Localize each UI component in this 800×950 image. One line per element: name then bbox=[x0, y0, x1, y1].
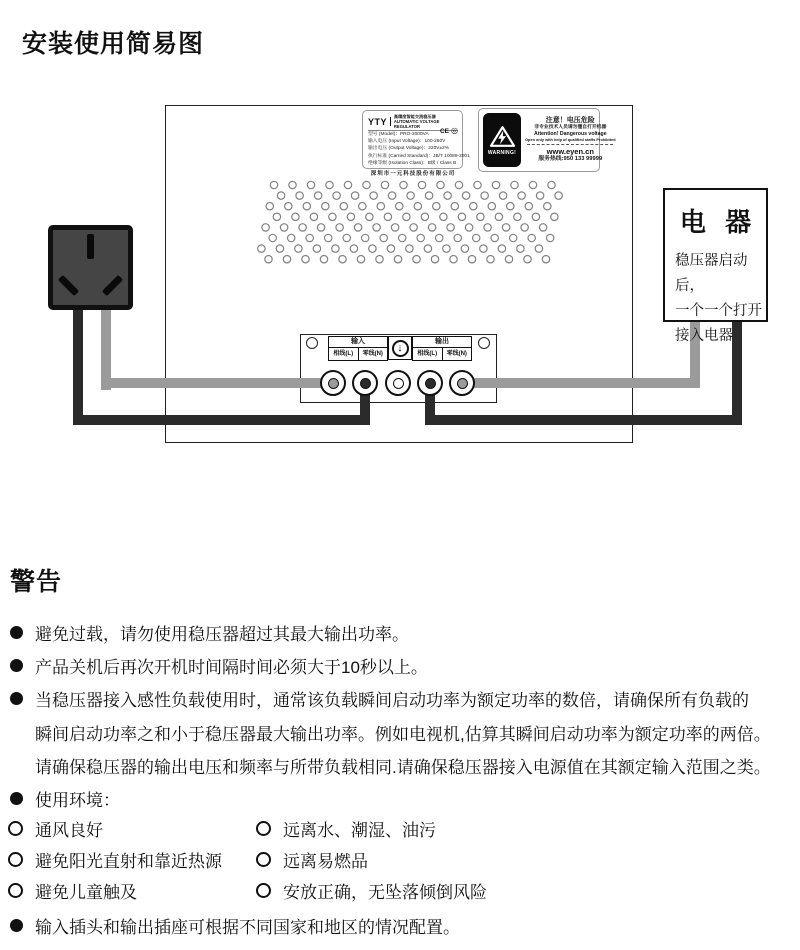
input-terminal-table bbox=[328, 336, 388, 361]
page-title: 安装使用简易图 bbox=[22, 30, 205, 58]
circle-bullet-icon bbox=[8, 821, 23, 836]
circle-bullet-icon bbox=[256, 883, 271, 898]
vent-holes-pattern bbox=[250, 176, 570, 268]
warning-word: WARNING! bbox=[487, 149, 517, 156]
ce-mark: CE bbox=[439, 127, 450, 135]
appliance-note-line1: 稳压器启动后， bbox=[675, 253, 748, 294]
warning-bullet-4: 使用环境： bbox=[10, 786, 120, 811]
service-hotline: 服务热线:950 133 99999 bbox=[538, 156, 603, 163]
spec-row-input-voltage: 输入电压 (Input Voltage)：100-250V bbox=[368, 139, 446, 145]
spec-label bbox=[362, 110, 470, 178]
product-name-cn: 高精度智能交流稳压器 bbox=[393, 114, 436, 119]
product-name-en: AUTOMATIC VOLTAGE REGULATOR bbox=[393, 119, 440, 129]
appliance-title: 电 器 bbox=[679, 207, 758, 237]
warning-bullet-3: 当稳压器接入感性负载使用时，通常该负载瞬间启动功率为额定功率的数倍，请确保所有负载的 bbox=[10, 686, 749, 711]
socket-live-slot bbox=[58, 275, 79, 296]
input-neutral-wire-horizontal bbox=[101, 378, 338, 388]
terminal-output-live[interactable] bbox=[417, 370, 443, 396]
warning-bullet-1: 避免过载，请勿使用稳压器超过其最大输出功率。 bbox=[10, 620, 409, 645]
warn-line-cn-1: 注意！电压危险 bbox=[545, 116, 595, 124]
spec-row-output-voltage: 输出电压 (Output Voltage)：220V±2% bbox=[368, 146, 450, 152]
panel-screw-right bbox=[478, 337, 490, 349]
terminal-output-neutral[interactable] bbox=[449, 370, 475, 396]
env-item-ventilation: 通风良好 bbox=[8, 816, 103, 841]
company-name: 深圳市一元科技股份有限公司 bbox=[370, 171, 456, 178]
output-terminal-table bbox=[412, 336, 472, 361]
input-neutral-label: 零线(N) bbox=[362, 351, 383, 357]
input-live-wire-vertical bbox=[73, 305, 83, 425]
socket-earth-slot bbox=[87, 234, 94, 259]
spec-row-model: 型号 (Model)：PRO-2000VA bbox=[368, 132, 429, 137]
output-live-wire-horizontal bbox=[425, 415, 742, 425]
circle-bullet-icon bbox=[8, 852, 23, 867]
website: www.eyen.cn bbox=[546, 146, 594, 156]
terminal-input-live[interactable] bbox=[320, 370, 346, 396]
appliance-note-line3: 接入电器 bbox=[675, 328, 733, 344]
warning-icon-box bbox=[483, 113, 521, 167]
terminal-input-neutral[interactable] bbox=[352, 370, 378, 396]
warning-bullet-3-line2: 瞬间启动功率之和小于稳压器最大输出功率。例如电视机,估算其瞬间启动功率为额定功率的两倍。 bbox=[35, 725, 771, 744]
appliance-box bbox=[663, 188, 768, 344]
bullet-icon bbox=[10, 792, 23, 805]
env-item-away-from-water: 远离水、潮湿、油污 bbox=[256, 816, 436, 841]
circle-bullet-icon bbox=[256, 821, 271, 836]
warning-triangle-icon bbox=[489, 125, 516, 148]
panel-screw-left bbox=[306, 337, 318, 349]
env-item-avoid-children: 避免儿童触及 bbox=[8, 878, 137, 903]
dashed-divider bbox=[527, 144, 613, 145]
circle-bullet-icon bbox=[256, 852, 271, 867]
output-title: 输出 bbox=[413, 337, 471, 348]
terminal-ground[interactable] bbox=[385, 370, 411, 396]
ground-symbol-box bbox=[388, 336, 412, 360]
bullet-icon bbox=[10, 692, 23, 705]
input-title: 输入 bbox=[329, 337, 387, 348]
warn-line-en-1: Attention! Dangerous voltage bbox=[533, 131, 607, 138]
output-live-label: 相线(L) bbox=[413, 348, 443, 360]
warn-line-en-2: Open only with help of qualified staffs Prohibited bbox=[525, 136, 616, 142]
output-neutral-wire-horizontal bbox=[462, 378, 700, 388]
env-item-place-correctly: 安放正确，无坠落倾倒风险 bbox=[256, 878, 487, 903]
warning-bullet-5: 输入插头和输出插座可根据不同国家和地区的情况配置。 bbox=[10, 913, 460, 938]
env-item-avoid-sunlight: 避免阳光直射和靠近热源 bbox=[8, 847, 222, 872]
input-live-wire-horizontal bbox=[73, 415, 370, 425]
socket-neutral-slot bbox=[102, 275, 123, 296]
warning-bullet-3-line3: 请确保稳压器的输出电压和频率与所带负载相同.请确保稳压器接入电源值在其额定输入范围之类。 bbox=[35, 758, 771, 777]
bullet-icon bbox=[10, 659, 23, 672]
output-neutral-label: 零线(N) bbox=[446, 351, 467, 357]
cert-badge-icon: ◎ bbox=[451, 126, 458, 135]
bullet-icon bbox=[10, 626, 23, 639]
warn-line-cn-2: 非专业技术人员请勿擅自打开机器 bbox=[534, 125, 607, 131]
danger-warning-label bbox=[478, 108, 616, 172]
appliance-note-line2: 一个一个打开 bbox=[675, 303, 762, 319]
spec-row-isolation: 绝缘等级 (Isolation Class)：B级 / Class B bbox=[368, 160, 457, 166]
circle-bullet-icon bbox=[8, 883, 23, 898]
spec-row-standard: 执行标准 (Carried Standard)：JB/T 10089-2001 bbox=[368, 153, 470, 159]
ground-icon: ↓ bbox=[392, 340, 409, 357]
env-item-away-from-flammables: 远离易燃品 bbox=[256, 847, 368, 872]
warning-heading: 警告 bbox=[10, 568, 63, 596]
warning-bullet-2: 产品关机后再次开机时间隔时间必须大于10秒以上。 bbox=[10, 653, 428, 678]
wall-socket bbox=[48, 225, 133, 310]
bullet-icon bbox=[10, 919, 23, 932]
input-live-label: 相线(L) bbox=[329, 348, 359, 360]
divider bbox=[390, 117, 391, 126]
brand-logo: YTY bbox=[368, 116, 388, 127]
